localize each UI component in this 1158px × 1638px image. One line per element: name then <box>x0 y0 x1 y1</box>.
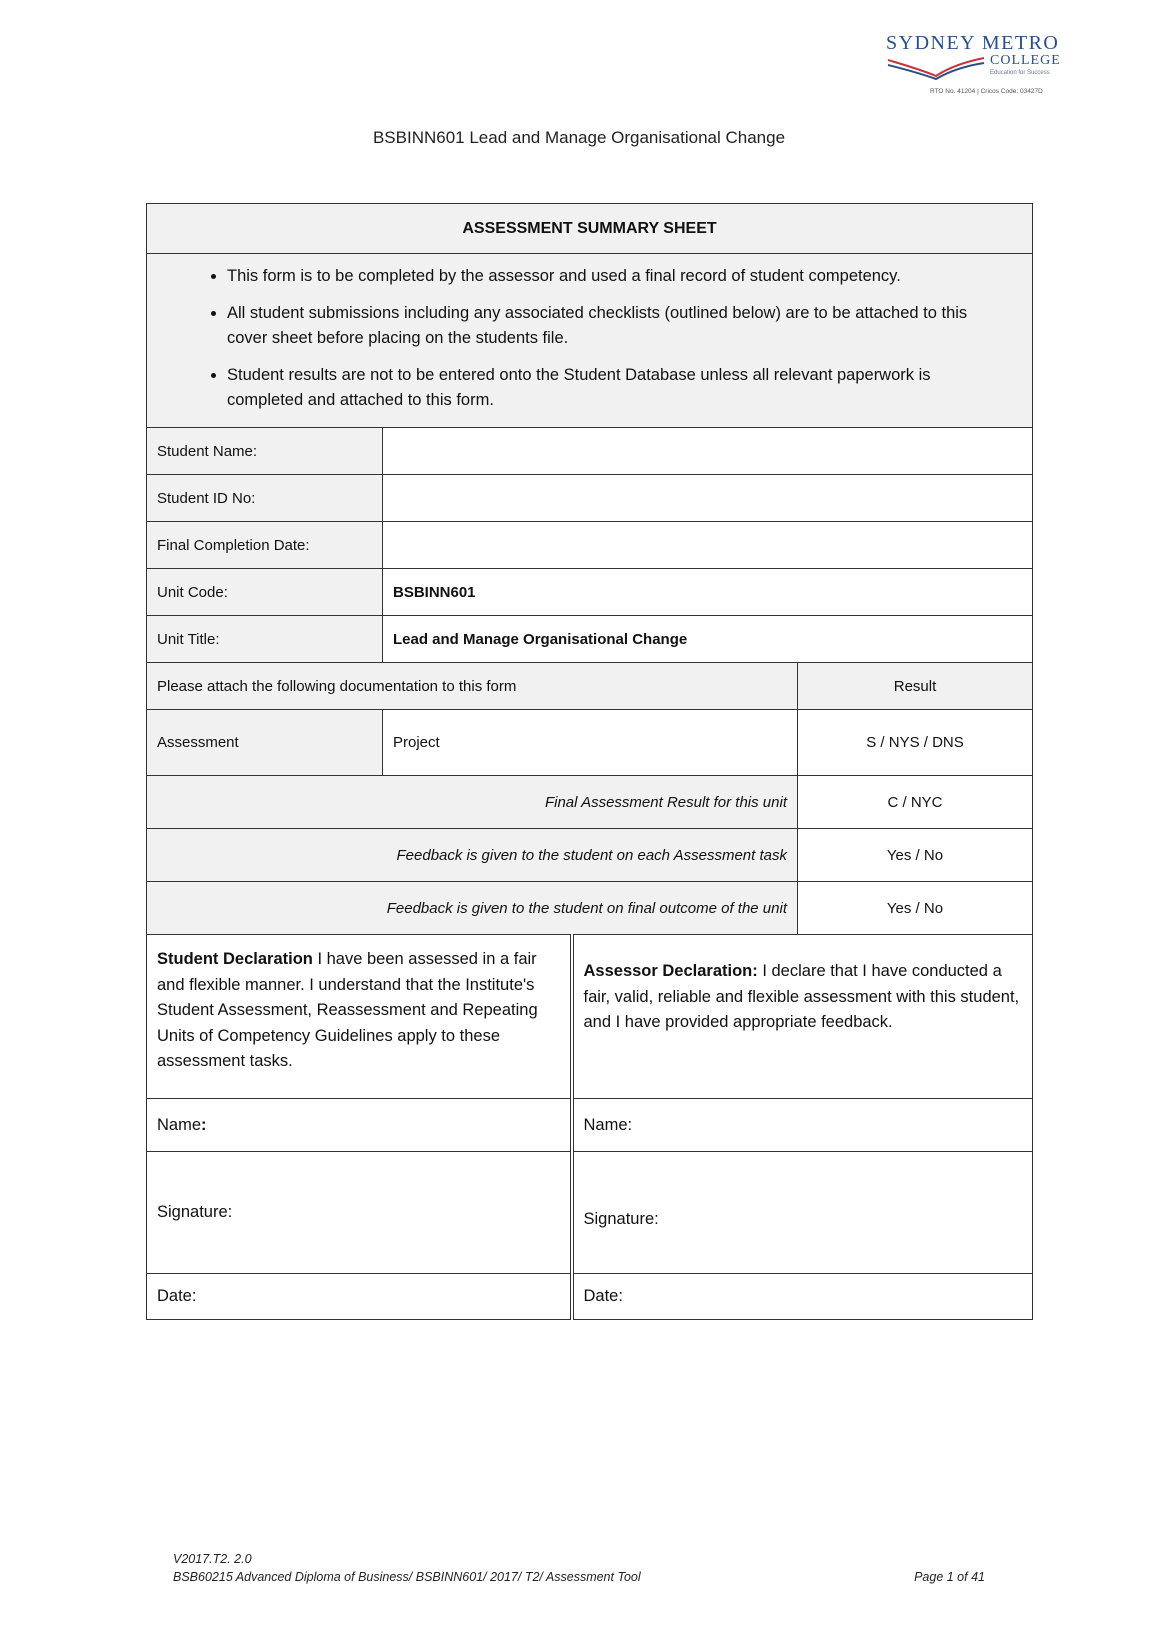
student-signature-label: Signature: <box>157 1203 233 1221</box>
page-footer <box>173 1550 985 1586</box>
logo-line-1: SYDNEY METRO <box>886 32 1060 54</box>
final-result-options[interactable]: C / NYC <box>798 776 1033 829</box>
assessor-date-field[interactable] <box>572 1274 1033 1320</box>
instruction-item: • Student results are not to be entered onto the Student Database unless all relevant paperwork is completed and attached to this form. <box>227 363 1002 413</box>
assessor-declaration-text: I declare that I have conducted a fair, valid, reliable and flexible assessment with this student, and I have provided appropriate feedback. <box>583 962 1020 1031</box>
feedback-task-options[interactable]: Yes / No <box>798 829 1033 882</box>
footer-version: V2017.T2. 2.0 <box>173 1552 252 1566</box>
student-name-sign-field[interactable] <box>147 1099 572 1152</box>
student-sign-name-colon: : <box>201 1115 207 1134</box>
feedback-final-label: Feedback is given to the student on final outcome of the unit <box>147 882 798 935</box>
student-id-label: Student ID No: <box>147 475 383 522</box>
instructions-cell <box>147 254 1033 428</box>
sheet-heading: ASSESSMENT SUMMARY SHEET <box>147 204 1033 254</box>
footer-page-number: Page 1 of 41 <box>914 1570 985 1584</box>
document-title: BSBINN601 Lead and Manage Organisational Change <box>372 128 786 147</box>
logo-tagline: Education for Success <box>990 70 1050 76</box>
student-name-label: Student Name: <box>147 428 383 475</box>
logo-swoosh-icon <box>886 54 986 80</box>
student-name-field[interactable] <box>383 428 1033 475</box>
student-id-field[interactable] <box>383 475 1033 522</box>
student-declaration-heading: Student Declaration <box>157 950 313 968</box>
assessor-name-sign-field[interactable] <box>572 1099 1033 1152</box>
assessment-summary-table <box>146 203 1033 1320</box>
final-result-label: Final Assessment Result for this unit <box>147 776 798 829</box>
unit-code-value: BSBINN601 <box>383 569 1033 616</box>
logo-registration: RTO No. 41204 | Cricos Code: 03427D <box>930 88 1043 95</box>
result-header: Result <box>798 663 1033 710</box>
assessor-sign-name-label: Name: <box>583 1115 633 1134</box>
completion-date-label: Final Completion Date: <box>147 522 383 569</box>
assessor-declaration-heading: Assessor Declaration: <box>583 962 758 980</box>
assessment-label: Assessment <box>147 710 383 776</box>
feedback-task-label: Feedback is given to the student on each Assessment task <box>147 829 798 882</box>
instructions-list <box>147 254 1032 427</box>
student-sign-name-label: Name <box>157 1115 202 1134</box>
unit-title-value: Lead and Manage Organisational Change <box>383 616 1033 663</box>
student-date-field[interactable] <box>147 1274 572 1320</box>
instruction-item: • All student submissions including any associated checklists (outlined below) are to be attached to this cover sheet before placing on the students file. <box>227 301 1002 351</box>
feedback-final-options[interactable]: Yes / No <box>798 882 1033 935</box>
unit-code-label: Unit Code: <box>147 569 383 616</box>
instruction-item: • This form is to be completed by the assessor and used a final record of student competency. <box>227 264 1002 289</box>
student-declaration-text: I have been assessed in a fair and flexible manner. I understand that the Institute's Student Assessment, Reassessment and Repeating Units of Competency Guidelines apply to these assessment tasks. <box>157 950 538 1070</box>
assessor-date-label: Date: <box>583 1287 623 1305</box>
assessor-signature-label: Signature: <box>583 1210 659 1228</box>
assessment-type: Project <box>383 710 798 776</box>
college-logo <box>872 28 1072 98</box>
student-declaration <box>147 935 572 1099</box>
student-signature-field[interactable] <box>147 1152 572 1274</box>
assessor-declaration <box>572 935 1033 1099</box>
unit-title-label: Unit Title: <box>147 616 383 663</box>
logo-line-2: COLLEGE <box>990 53 1061 68</box>
footer-doc-ref: BSB60215 Advanced Diploma of Business/ BSBINN601/ 2017/ T2/ Assessment Tool <box>173 1570 641 1584</box>
assessment-result-options[interactable]: S / NYS / DNS <box>798 710 1033 776</box>
attach-instruction: Please attach the following documentation to this form <box>147 663 798 710</box>
completion-date-field[interactable] <box>383 522 1033 569</box>
student-date-label: Date: <box>157 1287 197 1305</box>
assessor-signature-field[interactable] <box>572 1152 1033 1274</box>
